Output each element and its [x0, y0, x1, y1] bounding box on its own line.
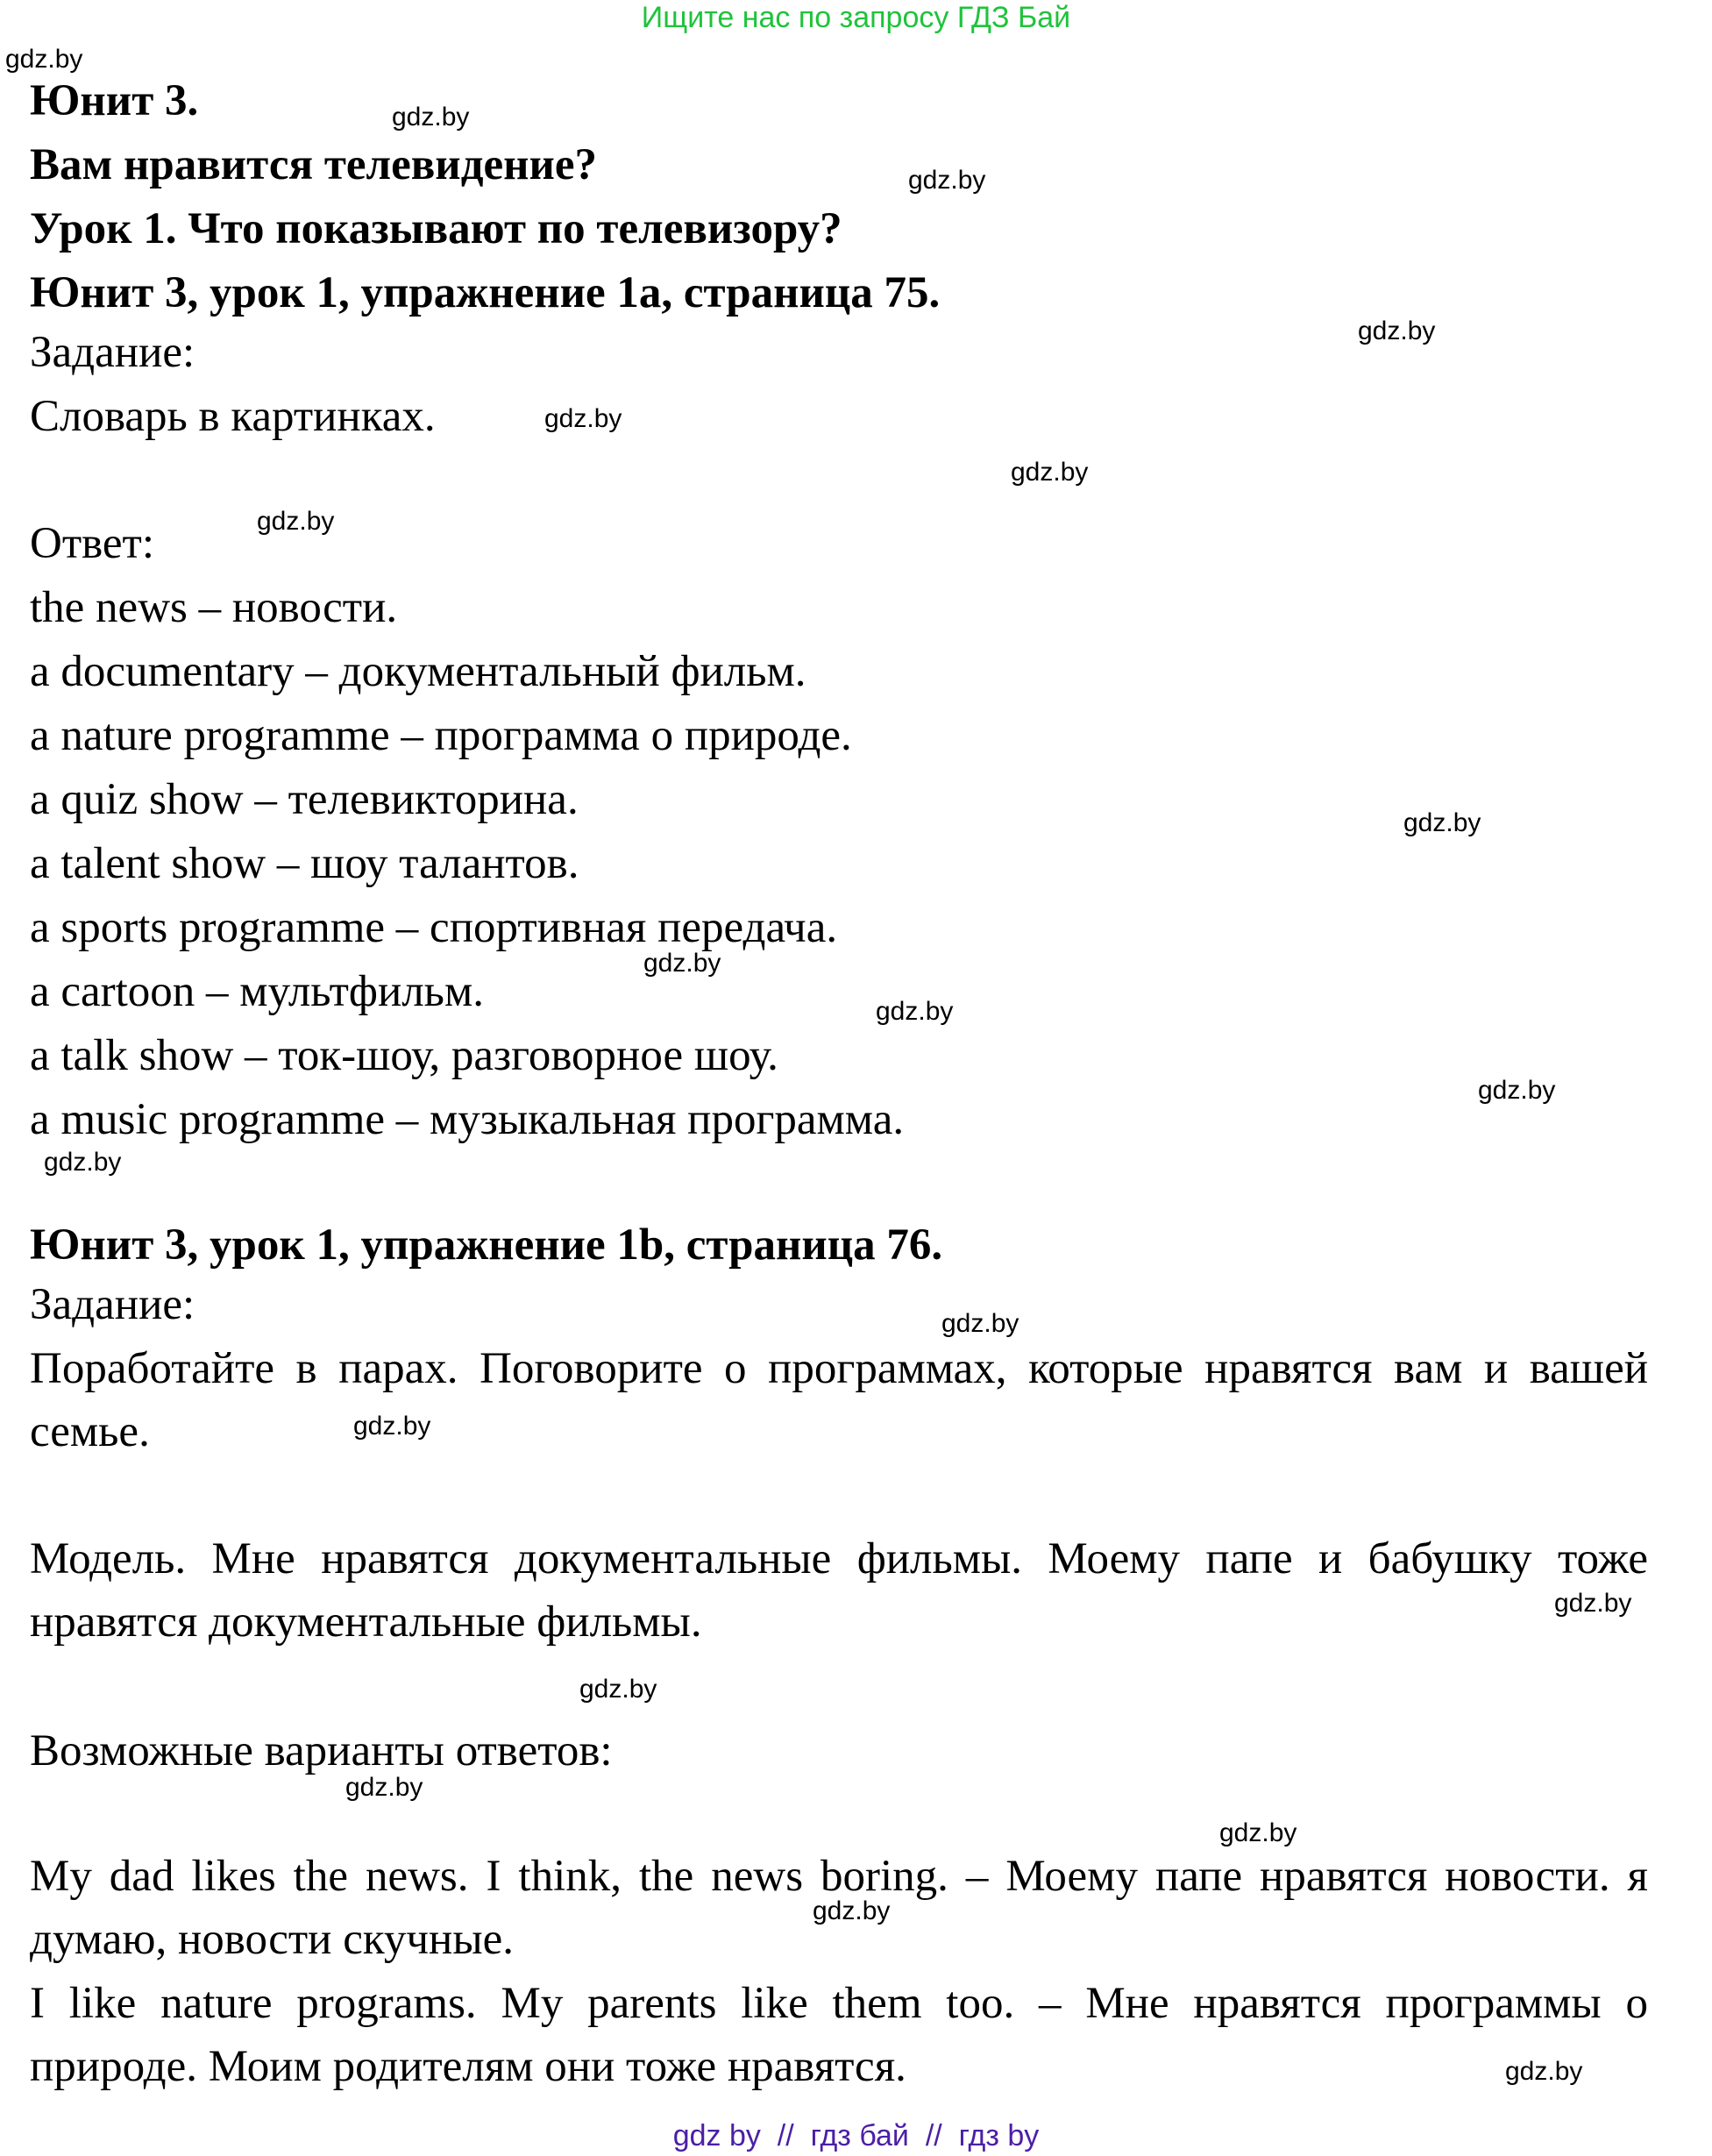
exercise-1b-answer: I like nature programs. My parents like them too. – Мне нравятся программы о природе. Моим родителям они тоже нравятся. [30, 1979, 1648, 2091]
lesson-title: Урок 1. Что показывают по телевизору? [30, 204, 842, 253]
watermark: gdz.by [1219, 1818, 1297, 1847]
vocab-item: a talk show – ток-шоу, разговорное шоу. [30, 1031, 778, 1080]
watermark: gdz.by [44, 1148, 122, 1177]
exercise-1b-title: Юнит 3, урок 1, упражнение 1b, страница 76. [30, 1220, 943, 1270]
exercise-1b-task-label: Задание: [30, 1280, 195, 1329]
exercise-1a-answer-label: Ответ: [30, 519, 154, 568]
watermark: gdz.by [643, 949, 721, 978]
exercise-1b-model: Модель. Мне нравятся документальные фильмы. Моему папе и бабушку тоже нравятся документальные фильмы. [30, 1534, 1648, 1647]
vocab-item: a nature programme – программа о природе. [30, 711, 852, 760]
vocab-item: a talent show – шоу талантов. [30, 839, 579, 888]
vocab-item: the news – новости. [30, 583, 398, 632]
watermark: gdz.by [1011, 458, 1089, 487]
vocab-item: a documentary – документальный фильм. [30, 647, 806, 696]
watermark: gdz.by [1403, 808, 1481, 837]
footer: gdz by // гдз бай // гдз by [672, 2119, 1040, 2152]
watermark: gdz.by [345, 1773, 423, 1802]
watermark: gdz.by [353, 1412, 431, 1441]
unit-heading: Юнит 3. [30, 76, 199, 125]
vocab-item: a cartoon – мультфильм. [30, 967, 484, 1016]
watermark: gdz.by [941, 1309, 1019, 1338]
vocab-item: a sports programme – спортивная передача. [30, 903, 838, 952]
unit-title: Вам нравится телевидение? [30, 140, 598, 189]
exercise-1b-task-text: Поработайте в парах. Поговорите о программах, которые нравятся вам и вашей семье. [30, 1344, 1648, 1456]
watermark: gdz.by [1358, 317, 1436, 345]
watermark: gdz.by [544, 404, 622, 433]
top-banner: Ищите нас по запросу ГДЗ Бай [641, 1, 1071, 34]
exercise-1b-answers-label: Возможные варианты ответов: [30, 1726, 613, 1775]
vocab-item: a quiz show – телевикторина. [30, 775, 579, 824]
exercise-1a-task-text: Словарь в картинках. [30, 392, 436, 441]
watermark: gdz.by [1505, 2057, 1583, 2086]
watermark: gdz.by [813, 1896, 891, 1925]
exercise-1a-task-label: Задание: [30, 328, 195, 377]
watermark: gdz.by [5, 45, 83, 74]
watermark: gdz.by [1554, 1589, 1632, 1618]
watermark: gdz.by [579, 1675, 657, 1704]
watermark: gdz.by [392, 103, 470, 132]
vocab-item: a music programme – музыкальная программа. [30, 1095, 905, 1144]
watermark: gdz.by [1478, 1076, 1556, 1105]
watermark: gdz.by [908, 166, 986, 195]
watermark: gdz.by [257, 507, 335, 536]
watermark: gdz.by [876, 997, 954, 1026]
exercise-1a-title: Юнит 3, урок 1, упражнение 1a, страница 75. [30, 268, 941, 317]
exercise-1b-answer: My dad likes the news. I think, the news boring. – Моему папе нравятся новости. я думаю, новости скучные. [30, 1852, 1648, 1964]
